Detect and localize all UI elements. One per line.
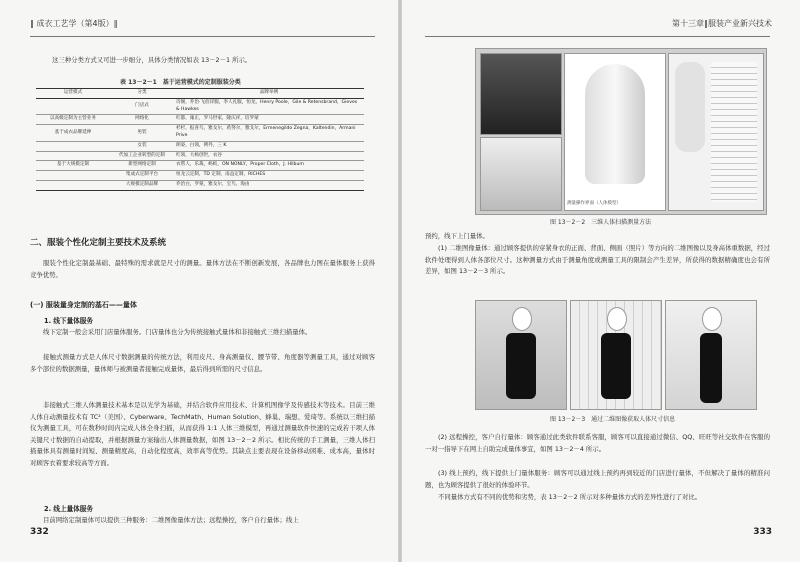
table-cell: 网络化	[110, 115, 174, 125]
table-cell: 集成式定制平台	[110, 171, 174, 181]
table-cell: 代加工企业转型的定制	[110, 151, 174, 161]
table-cell	[36, 180, 110, 190]
scanner-operator-photo	[480, 137, 562, 211]
body-model-image	[564, 53, 666, 211]
table-row	[36, 141, 364, 151]
table-cell	[36, 171, 110, 181]
paragraph: 接触式测量方式是人体尺寸数据测量的传统方法，利用皮尺、身高测量仪、腰节带、角度器等测量工具，通过对顾客多个部位的数据测量，量体师与被测量者接触完成量体，最后得到所需的尺寸信息。	[30, 353, 375, 373]
table-cell: 门店式	[110, 98, 174, 115]
table-header: 运营模式	[36, 89, 110, 99]
table-cell: 大规模定制品牌	[110, 180, 174, 190]
paragraph: (2) 远程操控，客户自行量体：顾客通过此类软件联系客服，顾客可以直接通过微信、QQ、旺旺等社交软件在客服的一对一指导下在网上自助完成量体事宜，如图 13－2－4 所示。	[425, 433, 770, 453]
table-cell: 新型网络定制	[110, 161, 174, 171]
section-paragraph: 服装个性化定制最基础、最特殊的需求就是尺寸的测量。量体方法在不断创新发展，各品牌也力图在量体服务上获得竞争优势。	[30, 259, 375, 279]
paragraph: 非接触式三维人体测量技术基本是以光学为基础，并结合软件应用技术、计算机图像学及传感技术等技术。目前三维人体自动测量技术有 TC²（美国）、Cyberware、TechMath、Human Solution、蜂巢、瑞想、爱琦等。系统以三维扫描仪为测量工具，可在数秒时间内完成人体全身扫描，从而获得 1:1 人体三维模型，再通过测量软件快速的完成若干项人体关键尺寸数据的自动提取，并根据测量方案输出人体测量数据，如图 13－2－2 所示。相比传统的手工测量，三维人体扫描量体具有测量时间短、测量精度高，自动化程度高，效率高等优势。其缺点主要表现在设备移动困难、成本高，量体时对顾客衣着要求较高等方面。	[30, 401, 375, 467]
subsection-title: (一) 服装量身定制的基石——量体	[30, 301, 137, 309]
scan-figure	[475, 48, 767, 215]
table-cell: 恒龙云定制，TD 定制，南益定制，RICHES	[174, 171, 364, 181]
table-row	[36, 125, 364, 142]
right-page	[400, 0, 800, 562]
paragraph: 不同量体方式有不同的优势和劣势，表 13－2－2 所示对多种量体方式的差异性进行了对比。	[438, 493, 702, 501]
header-rule	[425, 36, 770, 37]
table-cell: 诗阁，乔治·飞佰洋服，李人礼服，恒龙，Henry Poole，Gile & Retensbrand，Gieves & Hawkes	[174, 98, 364, 115]
table-cell	[36, 98, 110, 115]
table-cell: 红领，大杨创世，衣谷	[174, 151, 364, 161]
back-body-photo	[570, 300, 662, 410]
paragraph: 目前网络定制量体可以提供三种服务：二维图像量体方法；远程操控，客户自行量体；线上	[43, 516, 299, 524]
table-cell	[36, 151, 110, 161]
custom-clothing-table	[36, 88, 364, 191]
table-row	[36, 161, 364, 171]
measurement-panel-image	[668, 53, 764, 211]
table-cell: 男装	[110, 125, 174, 142]
table-header: 品牌举例	[174, 89, 364, 99]
table-cell: 以高级定制为主营业务	[36, 115, 110, 125]
side-body-photo	[665, 300, 757, 410]
paragraph: (3) 线上预约，线下提供上门量体服务：顾客可以通过线上预约再到较近的门店进行量体，不但解决了量体的精准问题，也为顾客提供了很好的体验环节。	[425, 469, 770, 489]
paragraph: 预约，线下上门量体。	[425, 232, 489, 240]
table-cell: 红都，雍正，罗马世家，隆庆祥，培罗蒙	[174, 115, 364, 125]
figure-caption: 图 13－2－2 三维人体扫描测量方法	[550, 219, 652, 226]
table-row	[36, 180, 364, 190]
page-number: 333	[753, 527, 772, 537]
table-cell	[36, 141, 110, 151]
table-cell: 基于大规模定制	[36, 161, 110, 171]
page-number: 332	[30, 527, 49, 537]
table-cell: 衣帮人，乐裁，蚂蚁，ON NONLY，Proper Cloth，J. Hilburn	[174, 161, 364, 171]
table-cell: 女装	[110, 141, 174, 151]
table-header: 分类	[110, 89, 174, 99]
paragraph: 线下定制一般会采用门店量体服务。门店量体也分为传统接触式量体和非接触式三维扫描量体。	[43, 328, 312, 336]
table-cell: 朗姿，白领，例外，三 K	[174, 141, 364, 151]
table-cell: 乔治白，罗蒙，雅戈尔，宝鸟，海由	[174, 180, 364, 190]
table-row	[36, 151, 364, 161]
paragraph: (1) 二维图像量体：通过顾客提供的穿紧身衣的正面、背面、侧面（照片）等方向的二维图像以及身高体重数据，经过软件处理得到人体各部位尺寸。这种测量方式由于测量角度或测量工具的限制会产生差异，所获得的数据精确度也会有所差异，如图 13－2－3 所示。	[425, 244, 770, 275]
section-title: 二、服装个性化定制主要技术及系统	[30, 238, 167, 248]
left-running-header: ‖ 成衣工艺学（第4版）‖	[30, 19, 118, 28]
table-row	[36, 115, 364, 125]
table-row	[36, 98, 364, 115]
front-body-photo	[475, 300, 567, 410]
scanner-booth-photo	[480, 53, 562, 135]
header-rule	[30, 36, 375, 37]
table-cell: 基于成衣品牌延伸	[36, 125, 110, 142]
right-running-header: 第十三章‖服装产业新兴技术	[672, 19, 772, 28]
sub-heading-offline: 1. 线下量体服务	[44, 317, 93, 325]
intro-line: 这三种分类方式又可进一步细分，具体分类情况如表 13－2－1 所示。	[52, 56, 252, 64]
table-caption: 表 13－2－1 基于运营模式的定制服装分类	[120, 79, 241, 86]
figure-label: 测量操作界面（人体模型）	[567, 201, 621, 206]
sub-heading-online: 2. 线上量体服务	[44, 505, 93, 513]
table-row	[36, 171, 364, 181]
figure-caption: 图 13－2－3 通过二维图像获取人体尺寸信息	[550, 416, 676, 423]
table-cell: 杉杉，报喜鸟，雅戈尔，希努尔，雅戈尔，Ermenegildo Zegna，Kaltendin，Armani Prive	[174, 125, 364, 142]
